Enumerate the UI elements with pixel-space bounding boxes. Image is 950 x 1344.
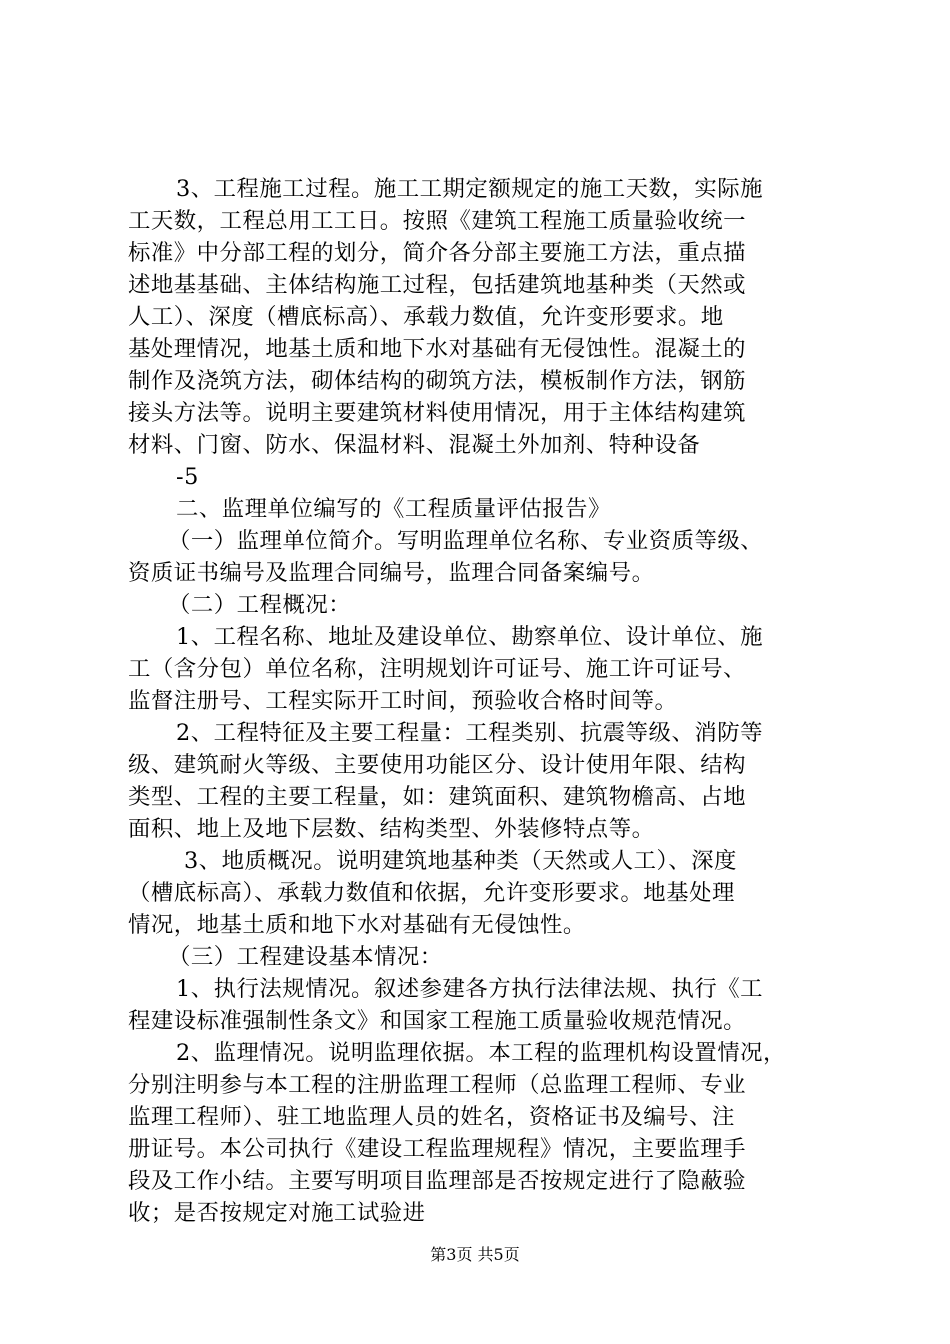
paragraph-line: 标准》中分部工程的划分，简介各分部主要施工方法，重点描 [128,240,747,266]
section-heading: 二、监理单位编写的《工程质量评估报告》 [176,496,611,522]
paragraph-line: 工（含分包）单位名称，注明规划许可证号、施工许可证号、 [128,656,747,682]
paragraph-line: 程建设标准强制性条文》和国家工程施工质量验收规范情况。 [128,1008,747,1034]
paragraph-line: 人工）、深度（槽底标高）、承载力数值，允许变形要求。地 [128,304,724,330]
paragraph-line: 3、工程施工过程。施工工期定额规定的施工天数，实际施 [176,176,764,202]
paragraph-line: 资质证书编号及监理合同编号，监理合同备案编号。 [128,560,655,586]
paragraph-line: 级、建筑耐火等级、主要使用功能区分、设计使用年限、结构 [128,752,747,778]
paragraph-line: 面积、地上及地下层数、结构类型、外装修特点等。 [128,816,655,842]
paragraph-line: 监督注册号、工程实际开工时间，预验收合格时间等。 [128,688,678,714]
paragraph-line: 分别注明参与本工程的注册监理工程师（总监理工程师、专业 [128,1072,747,1098]
paragraph-line: 制作及浇筑方法，砌体结构的砌筑方法，模板制作方法，钢筋 [128,368,747,394]
paragraph-line: 册证号。本公司执行《建设工程监理规程》情况，主要监理手 [128,1136,747,1162]
paragraph-line: 3、地质概况。说明建筑地基种类（天然或人工）、深度 [184,848,737,874]
subsection-heading: （二）工程概况： [168,592,352,618]
paragraph-line: 段及工作小结。主要写明项目监理部是否按规定进行了隐蔽验 [128,1168,747,1194]
paragraph-line: 1、工程名称、地址及建设单位、勘察单位、设计单位、施 [176,624,764,650]
page-footer: 第3页 共5页 [430,1245,520,1264]
paragraph-line: 1、执行法规情况。叙述参建各方执行法律法规、执行《工 [176,976,764,1002]
paragraph-line: 类型、工程的主要工程量，如：建筑面积、建筑物檐高、占地 [128,784,747,810]
paragraph-line: 工天数，工程总用工工日。按照《建筑工程施工质量验收统一 [128,208,747,234]
paragraph-line: 收；是否按规定对施工试验进 [128,1200,426,1226]
paragraph-line: 2、监理情况。说明监理依据。本工程的监理机构设置情况， [176,1040,786,1066]
paragraph-line: 情况，地基土质和地下水对基础有无侵蚀性。 [128,912,586,938]
subsection-heading: （三）工程建设基本情况： [168,944,443,970]
paragraph-line: 述地基基础、主体结构施工过程，包括建筑地基种类（天然或 [128,272,747,298]
paragraph-line: （槽底标高）、承载力数值和依据，允许变形要求。地基处理 [128,880,735,906]
paragraph-line: -5 [176,464,199,490]
paragraph-line: 接头方法等。说明主要建筑材料使用情况，用于主体结构建筑 [128,400,747,426]
paragraph-line: 监理工程师）、驻工地监理人员的姓名，资格证书及编号、注 [128,1104,735,1130]
paragraph-line: 2、工程特征及主要工程量：工程类别、抗震等级、消防等 [176,720,764,746]
paragraph-line: 材料、门窗、防水、保温材料、混凝土外加剂、特种设备 [128,432,701,458]
document-body [128,173,834,1229]
paragraph-line: 基处理情况，地基土质和地下水对基础有无侵蚀性。混凝土的 [128,336,747,362]
paragraph-line: （一）监理单位简介。写明监理单位名称、专业资质等级、 [168,528,764,554]
